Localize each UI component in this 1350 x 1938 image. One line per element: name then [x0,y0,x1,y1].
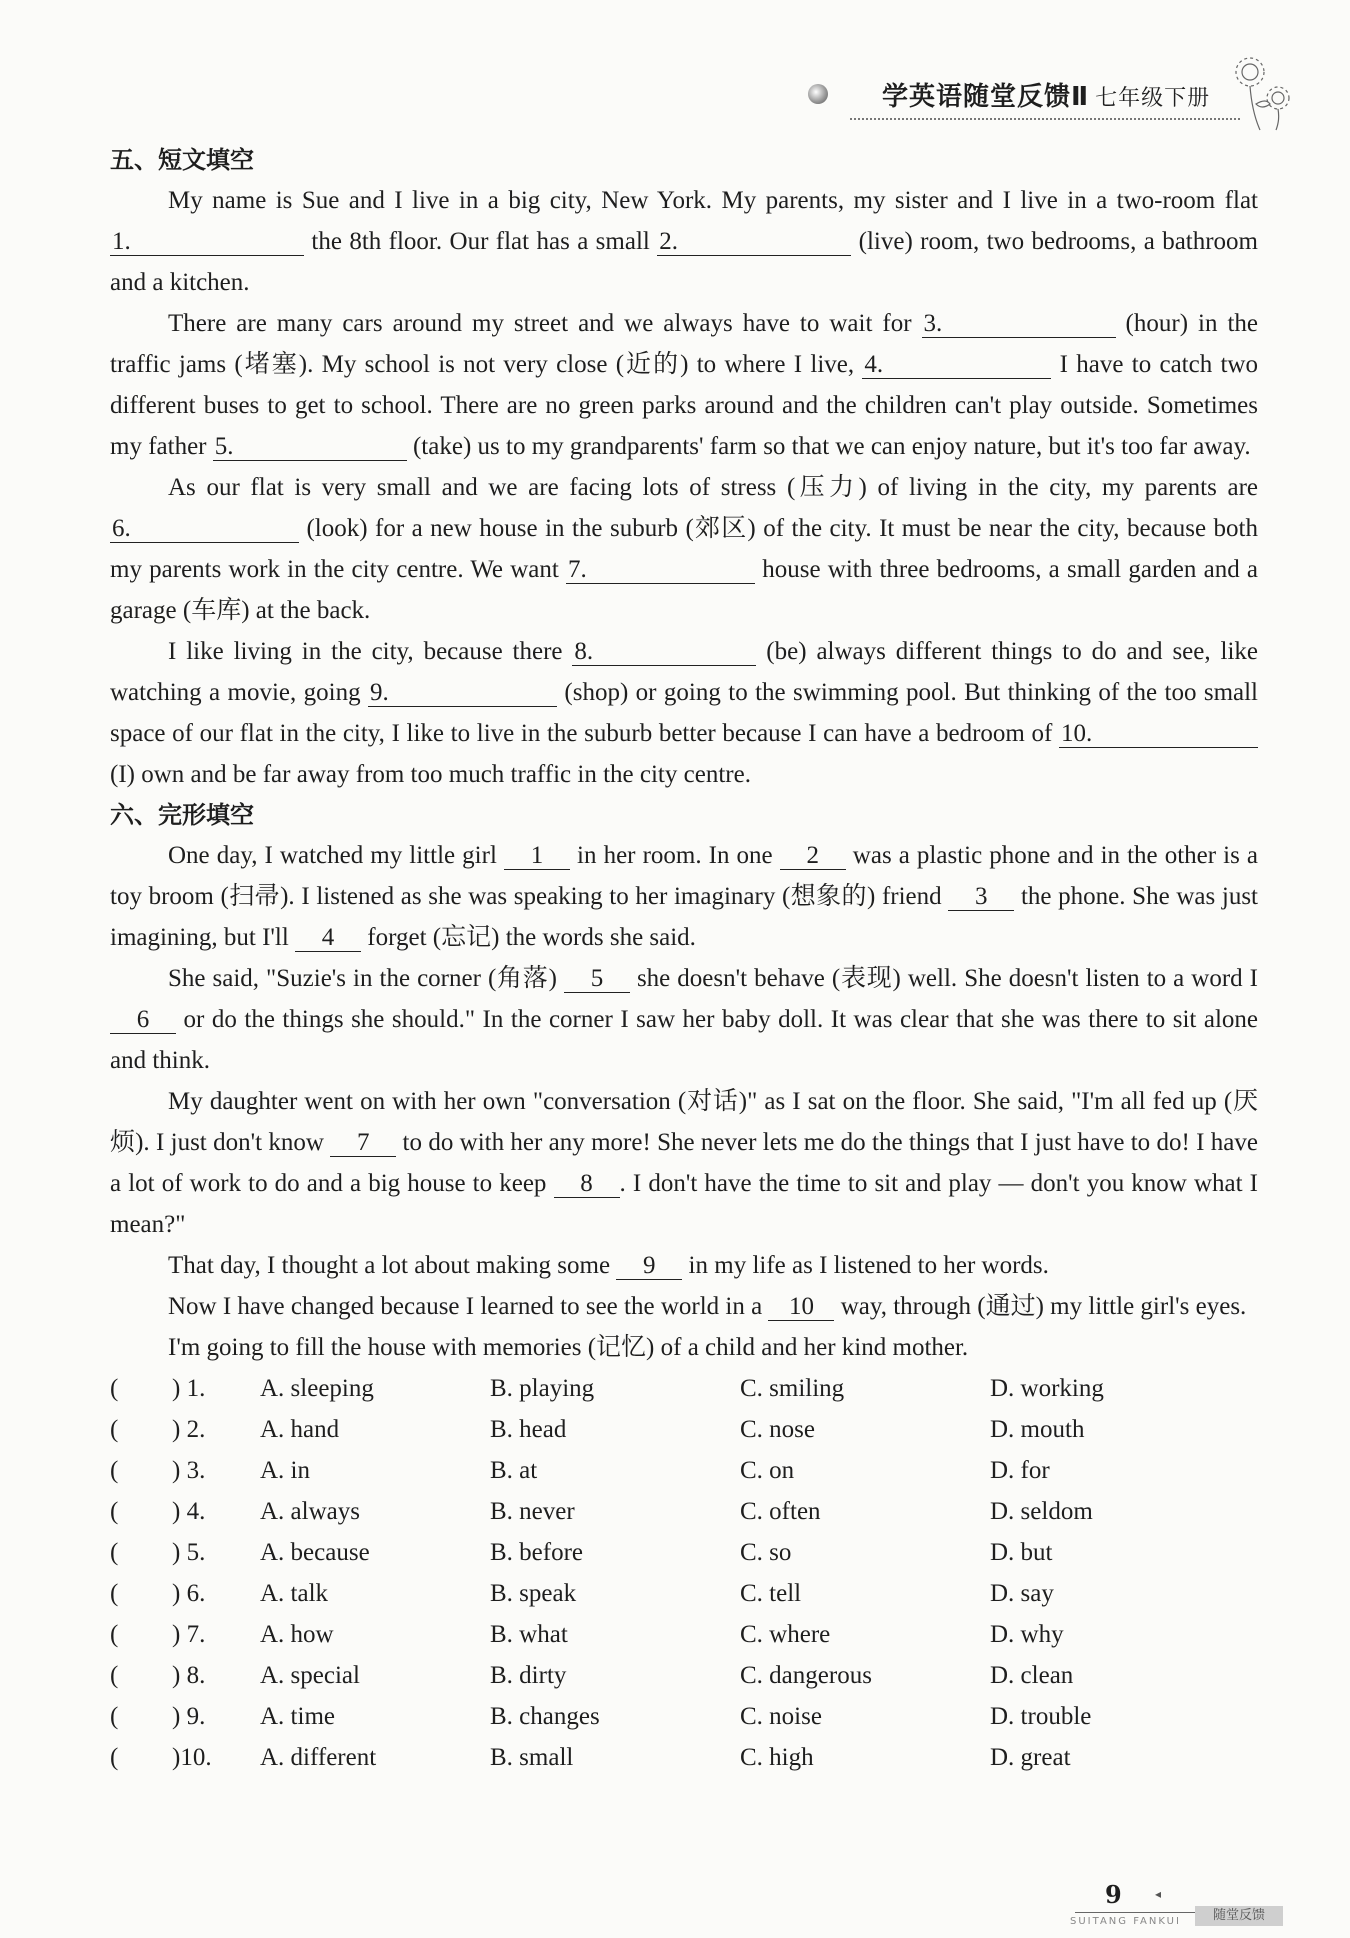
option-b[interactable]: B. changes [490,1703,600,1730]
option-c[interactable]: C. so [740,1539,792,1566]
option-b[interactable]: B. playing [490,1375,595,1402]
question-number: ) 7. [172,1621,206,1648]
options-list [110,1368,1258,1778]
section6-paragraph-2: She said, "Suzie's in the corner (角落) 5 she doesn't behave (表现) well. She doesn't listen to a word I 6 or do the things she should." In the corner I saw her baby doll. It was clear that she was there to sit alone and think. [110,965,1258,1074]
header-subtitle: 七年级下册 [1095,86,1211,111]
option-row-9 [110,1696,1258,1737]
cloze-blank-8[interactable]: 8 [554,1171,620,1198]
cloze-blank-4[interactable]: 4 [295,925,361,952]
question-number: ) 8. [172,1662,206,1689]
option-b[interactable]: B. small [490,1744,574,1771]
option-d[interactable]: D. great [990,1744,1071,1771]
option-c[interactable]: C. smiling [740,1375,845,1402]
section6-paragraph-5: Now I have changed because I learned to see the world in a 10 way, through (通过) my little girl's eyes. [168,1293,1247,1320]
option-c[interactable]: C. noise [740,1703,822,1730]
footer-small-text: SUITANG FANKUI [1070,1916,1181,1927]
option-a[interactable]: A. hand [260,1416,340,1443]
blank-1[interactable]: 1. [110,229,304,256]
option-row-3 [110,1450,1258,1491]
section5-paragraph-3: As our flat is very small and we are facing lots of stress (压力) of living in the city, my parents are 6. (look) for a new house in the suburb (郊区) of the city. It must be near the city, because both my parents work in the city centre. We want 7. house with three bedrooms, a small garden and a garage (车库) at the back. [110,474,1258,624]
option-d[interactable]: D. why [990,1621,1064,1648]
option-d[interactable]: D. trouble [990,1703,1092,1730]
option-d[interactable]: D. clean [990,1662,1074,1689]
blank-4[interactable]: 4. [862,352,1051,379]
option-c[interactable]: C. nose [740,1416,815,1443]
answer-bracket[interactable]: ( [110,1580,119,1607]
option-row-10 [110,1737,1258,1778]
question-number: )10. [172,1744,212,1771]
option-c[interactable]: C. tell [740,1580,802,1607]
answer-bracket[interactable]: ( [110,1621,119,1648]
option-row-7 [110,1614,1258,1655]
option-b[interactable]: B. at [490,1457,538,1484]
option-row-5 [110,1532,1258,1573]
page-header [800,72,1270,132]
header-divider [850,118,1240,120]
blank-7[interactable]: 7. [566,557,755,584]
header-title: 学英语随堂反馈Ⅱ 七年级下册 [882,82,1211,112]
section5-title: 五、短文填空 [110,146,254,174]
cloze-blank-9[interactable]: 9 [616,1253,682,1280]
option-row-1 [110,1368,1258,1409]
sunflower-decoration-icon [1220,42,1300,132]
question-number: ) 1. [172,1375,206,1402]
option-row-2 [110,1409,1258,1450]
option-c[interactable]: C. dangerous [740,1662,872,1689]
section6-paragraph-4: That day, I thought a lot about making some 9 in my life as I listened to her words. [168,1252,1049,1279]
section5-paragraph-1: My name is Sue and I live in a big city, New York. My parents, my sister and I live in a two-room flat 1. the 8th floor. Our flat has a small 2. (live) room, two bedrooms, a bathroom and a kitchen. [110,187,1259,296]
section6-paragraph-6: I'm going to fill the house with memories (记忆) of a child and her kind mother. [168,1334,969,1361]
option-b[interactable]: B. dirty [490,1662,567,1689]
answer-bracket[interactable]: ( [110,1457,119,1484]
option-b[interactable]: B. never [490,1498,575,1525]
blank-5[interactable]: 5. [213,434,407,461]
option-d[interactable]: D. working [990,1375,1104,1402]
cloze-blank-3[interactable]: 3 [948,884,1014,911]
option-d[interactable]: D. but [990,1539,1053,1566]
answer-bracket[interactable]: ( [110,1416,119,1443]
option-a[interactable]: A. sleeping [260,1375,374,1402]
option-a[interactable]: A. time [260,1703,335,1730]
cloze-blank-10[interactable]: 10 [768,1294,834,1321]
footer-divider [1075,1912,1200,1913]
option-b[interactable]: B. head [490,1416,567,1443]
option-c[interactable]: C. often [740,1498,821,1525]
question-number: ) 9. [172,1703,206,1730]
cloze-blank-5[interactable]: 5 [564,966,630,993]
cloze-blank-1[interactable]: 1 [504,843,570,870]
blank-3[interactable]: 3. [922,311,1116,338]
question-number: ) 3. [172,1457,206,1484]
option-a[interactable]: A. in [260,1457,310,1484]
blank-10[interactable]: 10. [1059,721,1258,748]
cloze-blank-6[interactable]: 6 [110,1007,176,1034]
option-c[interactable]: C. where [740,1621,831,1648]
option-b[interactable]: B. speak [490,1580,577,1607]
answer-bracket[interactable]: ( [110,1539,119,1566]
option-row-4 [110,1491,1258,1532]
blank-6[interactable]: 6. [110,516,299,543]
answer-bracket[interactable]: ( [110,1744,119,1771]
option-row-6 [110,1573,1258,1614]
option-a[interactable]: A. how [260,1621,334,1648]
blank-2[interactable]: 2. [657,229,851,256]
cloze-blank-7[interactable]: 7 [330,1130,396,1157]
blank-8[interactable]: 8. [572,639,756,666]
question-number: ) 5. [172,1539,206,1566]
bullet-icon [808,84,828,104]
option-c[interactable]: C. on [740,1457,795,1484]
option-a[interactable]: A. because [260,1539,370,1566]
section5-paragraph-4: I like living in the city, because there 8. (be) always different things to do and see, like watching a movie, going 9. (shop) or going to the swimming pool. But thinking of the too small space of our flat in the city, I like to live in the suburb better because I can have a bedroom of 10. (I) own and be far away from too much traffic in the city centre. [110,638,1258,788]
option-d[interactable]: D. for [990,1457,1050,1484]
answer-bracket[interactable]: ( [110,1375,119,1402]
option-a[interactable]: A. talk [260,1580,329,1607]
section6-paragraph-1: One day, I watched my little girl 1 in her room. In one 2 was a plastic phone and in the other is a toy broom (扫帚). I listened as she was speaking to her imaginary (想象的) friend 3 the phone. She was just imagining, but I'll 4 forget (忘记) the words she said. [110,842,1259,951]
answer-bracket[interactable]: ( [110,1498,119,1525]
option-d[interactable]: D. mouth [990,1416,1085,1443]
question-number: ) 4. [172,1498,206,1525]
cloze-blank-2[interactable]: 2 [780,843,846,870]
option-a[interactable]: A. special [260,1662,360,1689]
option-a[interactable]: A. always [260,1498,360,1525]
option-a[interactable]: A. different [260,1744,377,1771]
arrow-left-icon: ◂ [1155,1887,1162,1901]
section5-paragraph-2: There are many cars around my street and we always have to wait for 3. (hour) in the traffic jams (堵塞). My school is not very close (近的) to where I live, 4. I have to catch two different buses to get to school. There are no green parks around and the children can't play outside. Sometimes my father 5. (take) us to my grandparents' farm so that we can enjoy nature, but it's too far away. [110,310,1258,460]
question-number: ) 6. [172,1580,206,1607]
option-b[interactable]: B. before [490,1539,584,1566]
question-number: ) 2. [172,1416,206,1443]
option-d[interactable]: D. seldom [990,1498,1093,1525]
option-row-8 [110,1655,1258,1696]
page-content [110,140,1258,1778]
footer-badge: 随堂反馈 [1195,1906,1283,1926]
option-d[interactable]: D. say [990,1580,1054,1607]
blank-9[interactable]: 9. [368,680,557,707]
answer-bracket[interactable]: ( [110,1662,119,1689]
page-number: 9 [1105,1880,1122,1909]
option-b[interactable]: B. what [490,1621,568,1648]
answer-bracket[interactable]: ( [110,1703,119,1730]
section6-title: 六、完形填空 [110,801,254,829]
option-c[interactable]: C. high [740,1744,814,1771]
section6-paragraph-3: My daughter went on with her own "conversation (对话)" as I sat on the floor. She said, "I'm all fed up (厌烦). I just don't know 7 to do with her any more! She never lets me do the things that I just have to do! I have a lot of work to do and a big house to keep 8 . I don't have the time to sit and play — don't you know what I mean?" [110,1088,1258,1238]
